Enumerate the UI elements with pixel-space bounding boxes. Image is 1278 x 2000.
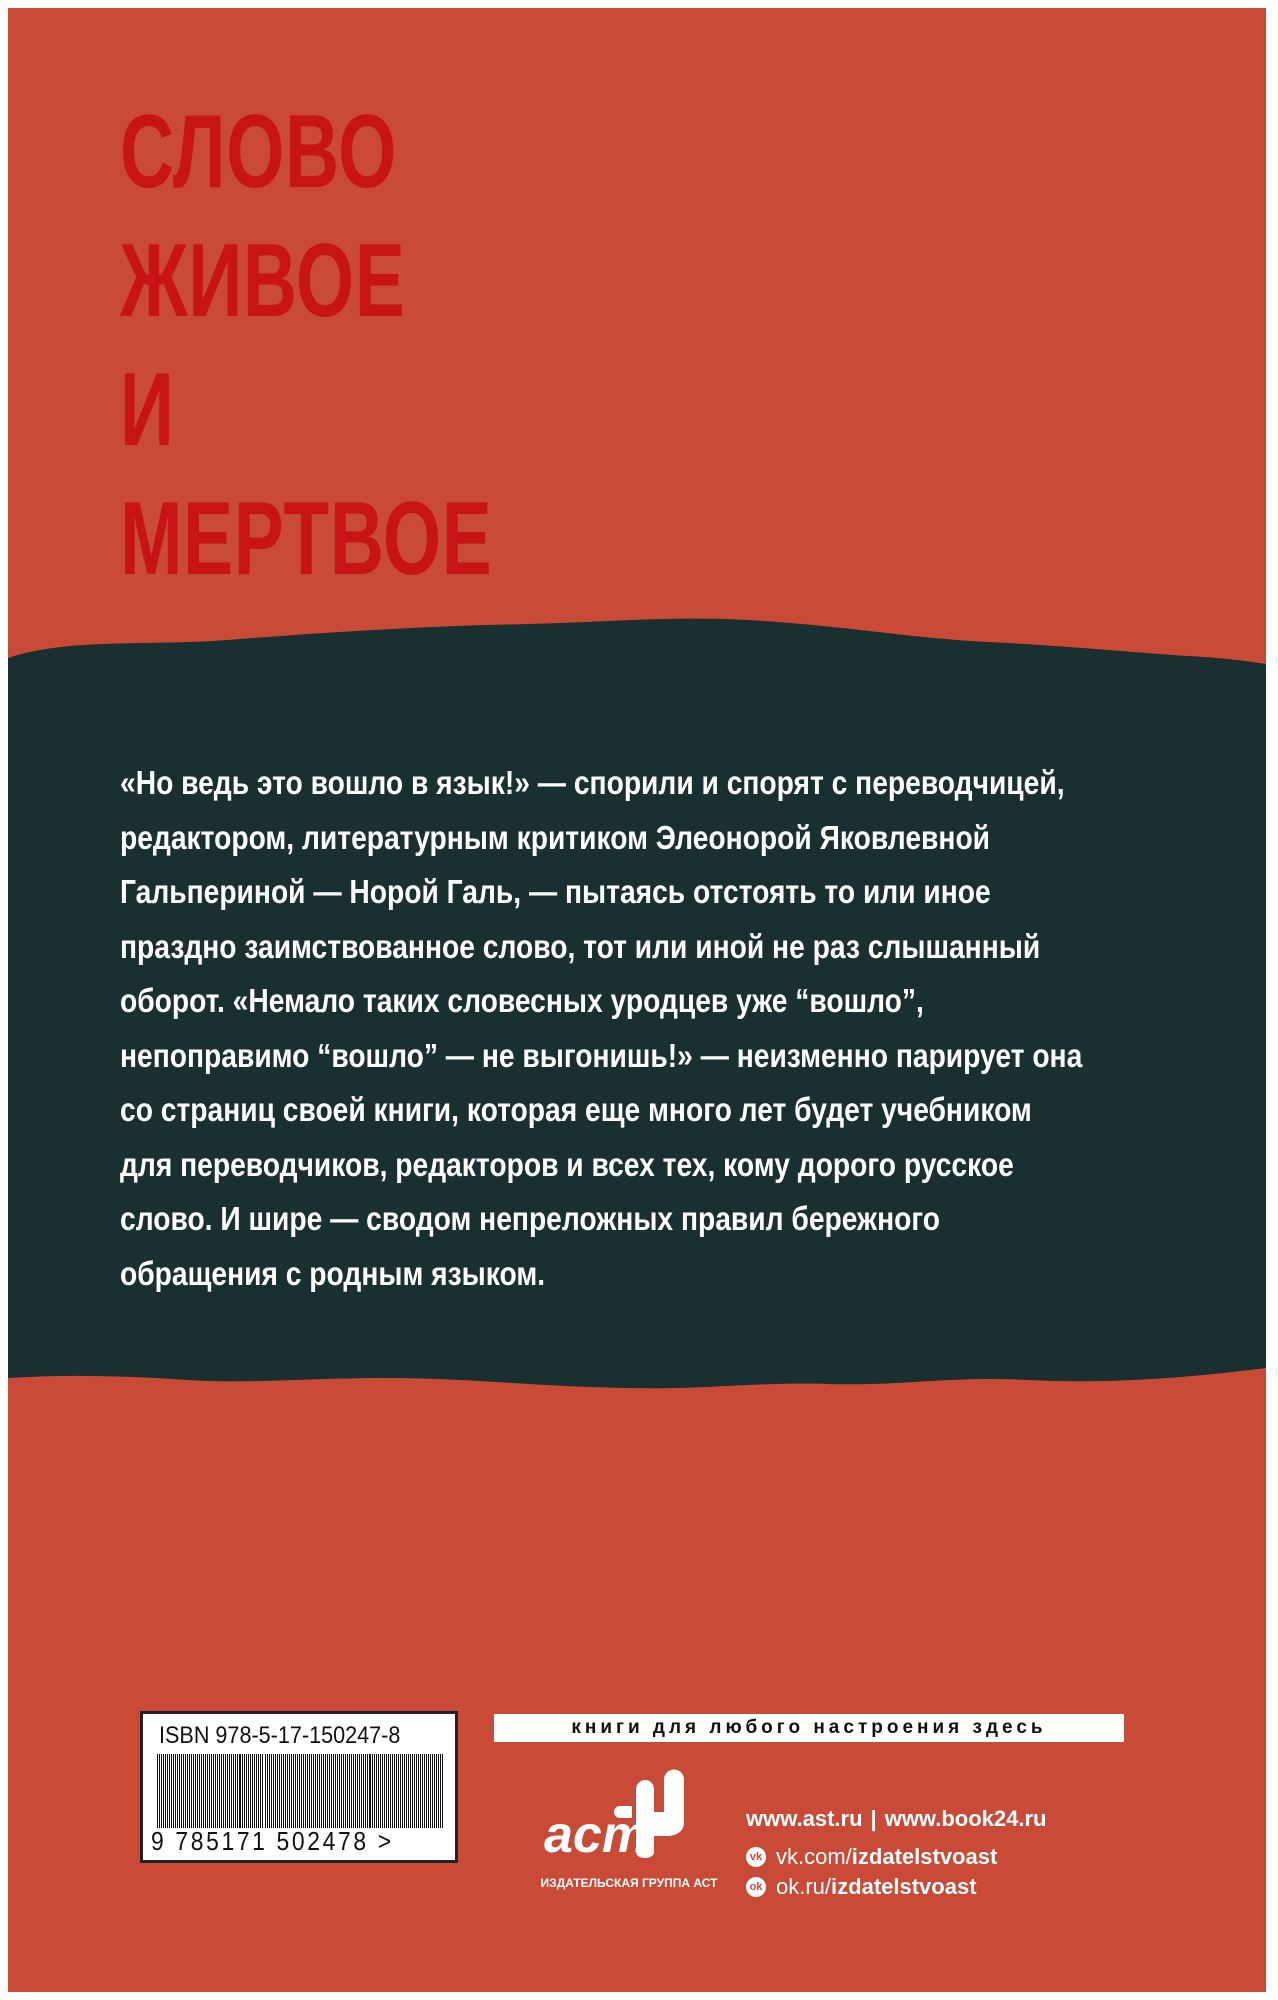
barcode-bar [199,1754,200,1828]
barcode-bar [402,1754,403,1828]
barcode-bar [209,1754,210,1828]
barcode-bar [221,1754,222,1828]
barcode-bar [183,1754,184,1828]
barcode-bar [279,1754,280,1828]
barcode-bar [281,1754,282,1828]
barcode-bar [167,1754,168,1828]
barcode-bar [424,1754,425,1828]
barcode-bar [382,1754,383,1828]
vk-row[interactable] [746,1842,1046,1872]
barcode-bar [343,1754,344,1828]
barcode-bar [438,1754,439,1828]
barcode-bar [363,1754,364,1828]
barcode-bar [388,1754,389,1828]
website-row [746,1804,1046,1834]
barcode-bar [256,1754,257,1828]
barcode-bar [187,1754,188,1828]
barcode-bar [359,1754,360,1828]
barcode-bar [327,1754,328,1828]
book-annotation [120,756,1180,1301]
barcode-bar [317,1754,318,1828]
barcode-bar [309,1754,310,1828]
barcode-bar [414,1754,415,1828]
barcode-bar [426,1754,427,1828]
website-link-ast[interactable]: www.ast.ru [746,1806,863,1831]
barcode-bar [351,1754,352,1828]
barcode-bar [252,1754,253,1828]
barcode-bar [442,1754,443,1828]
barcode-bar [392,1754,393,1828]
barcode-bar [258,1754,259,1828]
barcode-bar [436,1754,437,1828]
barcode-bar [191,1754,192,1828]
barcode-bar [179,1754,180,1828]
barcode-bar [357,1754,358,1828]
annotation-line: обращения с родным языком. [120,1254,546,1292]
barcode-bar [303,1754,304,1828]
website-link-book24[interactable]: www.book24.ru [884,1806,1047,1831]
title-line: И [120,352,175,468]
barcode-bar [248,1754,249,1828]
barcode-bar [380,1754,381,1828]
barcode-bar [337,1754,338,1828]
ok-handle: izdatelstvoast [831,1874,977,1899]
barcode-bar [235,1754,236,1828]
barcode-bar [246,1754,247,1828]
annotation-line: «Но ведь это вошло в язык!» — спорили и спорят с переводчицей, [120,764,1065,801]
barcode-bar [239,1754,241,1828]
barcode-bar [157,1754,158,1828]
publisher-name: ИЗДАТЕЛЬСКАЯ ГРУППА АСТ [540,1876,718,1890]
barcode-bar [169,1754,170,1828]
barcode-bar [163,1754,164,1828]
ok-row[interactable] [746,1872,1046,1902]
barcode-bar [416,1754,417,1828]
barcode-bar [386,1754,387,1828]
barcode-bar [400,1754,401,1828]
book-title [120,88,492,604]
barcode-bar [341,1754,342,1828]
barcode-bar [260,1754,261,1828]
barcode-bar [223,1754,224,1828]
barcode-bar [418,1754,419,1828]
vk-icon: vk [746,1847,766,1867]
barcode-bar [195,1754,196,1828]
barcode-bar [185,1754,186,1828]
barcode-bar [265,1754,266,1828]
barcode-bar [410,1754,411,1828]
barcode-bar [225,1754,226,1828]
barcode-bar [331,1754,332,1828]
barcode-bar [231,1754,232,1828]
barcode-bar [372,1754,373,1828]
barcode-bar [287,1754,288,1828]
barcode-bar [283,1754,284,1828]
barcode-bar [361,1754,362,1828]
barcode-bar [297,1754,298,1828]
barcode-bar [390,1754,391,1828]
logo-text: аст [544,1806,649,1864]
barcode-bar [307,1754,308,1828]
barcode-bar [440,1754,441,1828]
isbn-barcode [140,1711,458,1863]
barcode-bar [349,1754,350,1828]
isbn-label: ISBN 978-5-17-150247-8 [159,1722,401,1749]
barcode-bar [422,1754,423,1828]
publisher-tagline: книги для любого настроения здесь [494,1714,1124,1742]
barcode-bar [269,1754,270,1828]
barcode-bar [289,1754,290,1828]
barcode-bar [333,1754,334,1828]
barcode-bar [201,1754,202,1828]
barcode-bar [295,1754,296,1828]
barcode-bar [197,1754,198,1828]
book-back-cover [8,8,1266,1992]
barcode-bar [367,1754,368,1828]
barcode-bar [237,1754,238,1828]
publisher-links [746,1804,1046,1902]
barcode-bar [365,1754,366,1828]
vk-handle: izdatelstvoast [851,1844,998,1869]
barcode-bar [159,1754,160,1828]
barcode-bar [396,1754,397,1828]
barcode-bar [215,1754,216,1828]
barcode-bar [229,1754,230,1828]
barcode-bar [394,1754,395,1828]
barcode-bar [353,1754,354,1828]
barcode-bar [345,1754,346,1828]
barcode-bar [181,1754,182,1828]
barcode-bar [233,1754,234,1828]
barcode-bar [293,1754,294,1828]
barcode-bar [323,1754,324,1828]
barcode-bar [244,1754,245,1828]
barcode-bar [242,1754,243,1828]
barcode-bar [161,1754,162,1828]
title-line: МЕРТВОЕ [120,481,493,597]
annotation-line: непоправимо “вошло” — не выгонишь!» — неизменно парирует она [120,1036,1083,1074]
link-separator: | [870,1806,877,1831]
barcode-bar [275,1754,276,1828]
barcode-bar [207,1754,208,1828]
barcode-bar [432,1754,433,1828]
barcode-bar [273,1754,274,1828]
barcode-bar [408,1754,409,1828]
barcode-bar [219,1754,220,1828]
barcode-bars [157,1754,443,1828]
barcode-bar [406,1754,407,1828]
barcode-bar [267,1754,268,1828]
annotation-line: со страниц своей книги, которая еще много лет будет учебником [120,1091,1032,1128]
annotation-line: оборот. «Немало таких словесных уродцев уже “вошло”, [120,982,924,1019]
barcode-bar [301,1754,302,1828]
barcode-bar [165,1754,166,1828]
barcode-bar [250,1754,251,1828]
barcode-bar [347,1754,348,1828]
barcode-bar [211,1754,212,1828]
barcode-bar [285,1754,286,1828]
title-line: СЛОВО [120,94,398,210]
barcode-bar [171,1754,172,1828]
barcode-bar [369,1754,371,1828]
barcode-bar [378,1754,379,1828]
barcode-bar [217,1754,218,1828]
barcode-bar [412,1754,413,1828]
barcode-bar [420,1754,421,1828]
barcode-bar [313,1754,314,1828]
barcode-bar [430,1754,431,1828]
barcode-bar [205,1754,206,1828]
barcode-bar [227,1754,228,1828]
barcode-bar [321,1754,322,1828]
annotation-line: редактором, литературным критиком Элеонорой Яковлевной [120,818,991,856]
barcode-bar [434,1754,435,1828]
barcode-bar [315,1754,316,1828]
barcode-bar [398,1754,399,1828]
barcode-bar [311,1754,312,1828]
barcode-bar [291,1754,292,1828]
barcode-bar [335,1754,336,1828]
annotation-line: слово. И шире — сводом непреложных правил бережного [120,1200,940,1237]
annotation-line: для переводчиков, редакторов и всех тех, кому дорого русское [120,1145,1014,1183]
barcode-bar [355,1754,356,1828]
ast-logo-icon [540,1756,710,1866]
barcode-bar [319,1754,320,1828]
barcode-bar [177,1754,178,1828]
barcode-bar [193,1754,194,1828]
barcode-bar [325,1754,326,1828]
barcode-bar [254,1754,255,1828]
barcode-bar [329,1754,330,1828]
annotation-line: праздно заимствованное слово, тот или иной не раз слышанный [120,927,1041,965]
barcode-bar [203,1754,204,1828]
barcode-bar [213,1754,214,1828]
ok-prefix: ok.ru/ [776,1874,832,1899]
barcode-bar [384,1754,385,1828]
barcode-bar [277,1754,278,1828]
barcode-bar [299,1754,300,1828]
annotation-line: Гальпериной — Норой Галь, — пытаясь отстоять то или иное [120,873,991,910]
barcode-digits: 9 785171 502478 > [151,1826,394,1856]
barcode-bar [374,1754,375,1828]
barcode-bar [271,1754,272,1828]
vk-prefix: vk.com/ [776,1844,852,1869]
barcode-bar [376,1754,377,1828]
barcode-bar [173,1754,174,1828]
barcode-bar [404,1754,405,1828]
barcode-bar [339,1754,340,1828]
title-line: ЖИВОЕ [120,223,406,339]
barcode-bar [305,1754,306,1828]
barcode-bar [189,1754,190,1828]
barcode-bar [175,1754,176,1828]
barcode-bar [262,1754,263,1828]
odnoklassniki-icon: ok [746,1877,766,1897]
barcode-bar [428,1754,429,1828]
